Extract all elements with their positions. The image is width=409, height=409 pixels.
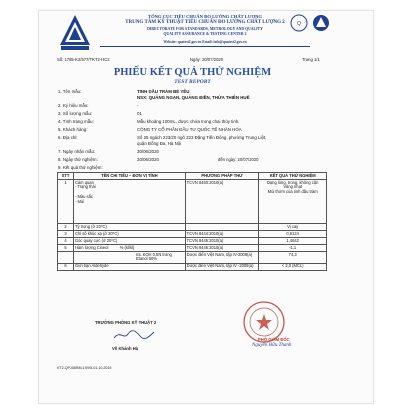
cell-method: TCVN 8444:2010(a) [185,230,259,237]
cell-method [185,223,259,230]
cell-result: 0,9124 [259,230,327,237]
table-row [58,179,327,223]
field-label-received: 7. Ngày nhận mẫu: [58,149,96,154]
cell-stt: 3 [58,230,74,237]
cell-stt: 6 [58,263,74,270]
test-end-date: đến ngày: 20/07/2020 [218,157,259,162]
quatest-logo [57,13,93,51]
form-code: KT2-QP-08/BM-19/V5-01.10.2019 [57,366,112,370]
org-line-1: TỔNG CỤC TIÊU CHUẨN ĐO LƯỜNG CHẤT LƯỢNG [148,14,262,19]
cell-result: Dạng lỏng, trong, không cặn Vàng nhạt Mùi thơm của tinh dầu tràm [259,179,327,223]
org-line-4: QUALITY ASSURANCE & TESTING CENTER 2 [163,32,247,36]
field-value-test-date: 30/06/2020 [137,157,159,162]
cell-stt: 2 [58,223,74,230]
director-name: Nguyễn Hữu Thanh [252,343,292,348]
cell-result: 1,4642 [259,237,327,244]
dept-title: TRƯỞNG PHÒNG KỸ THUẬT 2 [95,320,157,325]
table-row [58,263,327,270]
director-title: PHÓ GIÁM ĐỐC [258,337,290,342]
cell-result: -1,1 [259,244,327,251]
issue-date: Ngày: 20/07/2020 [190,57,224,62]
table-row [58,223,327,230]
cell-indicator: Cảm quan - Trạng thái - Màu sắc - Mùi [73,179,185,223]
field-value-customer: CÔNG TY CỔ PHẦN ĐẦU TƯ QUỐC TẾ NHÂN HÒA [137,127,242,132]
header-divider [100,46,310,47]
cell-stt: 1 [58,179,74,223]
header-indicator: TÊN CHỈ TIÊU – ĐƠN VỊ TÍNH [73,173,185,180]
cell-method: Dược điển Việt Nam, tập IV-2009(a) [185,251,259,263]
field-label-condition: 4. Tình trạng mẫu: [58,119,94,124]
cell-method: TCVN 8445:2010(a) [185,237,259,244]
cell-indicator: Giới hạn Aldehyde [73,263,185,270]
cell-method: Dược điển Việt Nam, tập IV -2009(a) [185,263,259,270]
report-title: PHIẾU KẾT QUẢ THỬ NGHIỆM [113,67,272,78]
table-row [58,251,327,263]
field-label-address: 6. Địa chỉ: [58,135,78,140]
svg-text:Q: Q [297,21,301,27]
field-value-received: 30/06/2020 [137,149,159,154]
cell-indicator: mL KOH 0,5N trong Etanol 60% [73,251,185,263]
accreditation-mark-icon [290,14,308,32]
field-value-address-2: quận Đống Đa, Hà Nội [137,141,182,146]
field-value-quantity: 01 [137,111,142,116]
field-label-customer: 5. Khách hàng: [58,127,88,132]
cell-method: TCVN 8446:2010(a) [185,244,259,251]
org-line-3: DIRECTORATE FOR STANDARDS, METROLOGY AND QUALITY [147,27,263,31]
field-value-manufacturer: NSX: QUẢNG NGẠN, QUẢNG ĐIỀN, THỪA THIÊN HUẾ [137,95,250,100]
dept-signature-icon [112,328,156,342]
org-line-2: TRUNG TÂM KỸ THUẬT TIÊU CHUẨN ĐO LƯỜNG CHẤT LƯỢNG 2 [125,20,285,25]
dept-signer-name: Võ Khánh Hà [112,346,139,351]
cell-indicator: Hàm lượng Cineol % (kl/kl) [73,244,185,251]
vilas-mark-icon [312,14,330,32]
cell-result: 74,3 [259,251,327,263]
table-row [58,237,327,244]
cell-result: Vị cay [259,223,327,230]
field-label-test-date: 8. Ngày thử nghiệm: [58,157,98,162]
cell-stt: 5 [58,244,74,251]
cell-indicator: Tỷ trọng (ở 20⁰C) [73,223,185,230]
reference-number: Số: 1785-K2/577/TKT2-HC2 [57,57,110,62]
table-header-row [58,173,327,180]
header-method: PHƯƠNG PHÁP THỬ [185,173,259,180]
cell-indicator: Chỉ số khúc xạ (ở 20⁰C) [73,230,185,237]
page-number: Trang 1/1 [302,57,320,62]
report-subtitle: TEST REPORT [174,79,211,85]
table-row [58,244,327,251]
cell-indicator: Góc quay cực (ở 20⁰C) [73,237,185,244]
field-value-condition: Mẫu khoảng 100mL, được chứa trong chai thủy tinh. [137,119,240,124]
field-value-sample-code: - [137,103,139,108]
field-value-address-1: Số 25 ngách 223/20 ngõ 223 Đặng Tiến Đông, phường Trung Liệt, [137,135,267,140]
table-row [58,230,327,237]
header-stt: STT [58,173,74,180]
field-label-sample-code: 2. Ký hiệu mẫu: [58,103,89,108]
field-label-quantity: 3. Số lượng mẫu: [58,111,93,116]
cell-stt [58,251,74,263]
header-result: KẾT QUẢ THỬ NGHIỆM [259,173,327,180]
cell-result: < 2,0 (MCL) [259,263,327,270]
cell-stt: 4 [58,237,74,244]
field-label-sample-name: 1. Tên mẫu: [58,89,82,94]
cell-method: TCVN 8460:2010(a) [185,179,259,223]
results-table [57,172,327,271]
org-address: Website: quatest2.gov.vn Email: info@quatest2.gov.vn [163,40,247,44]
field-value-sample-name: TINH DẦU TRÀM BÉ YÊU [137,89,190,94]
field-label-results: 9. Kết quả thử nghiệm: [58,165,103,170]
